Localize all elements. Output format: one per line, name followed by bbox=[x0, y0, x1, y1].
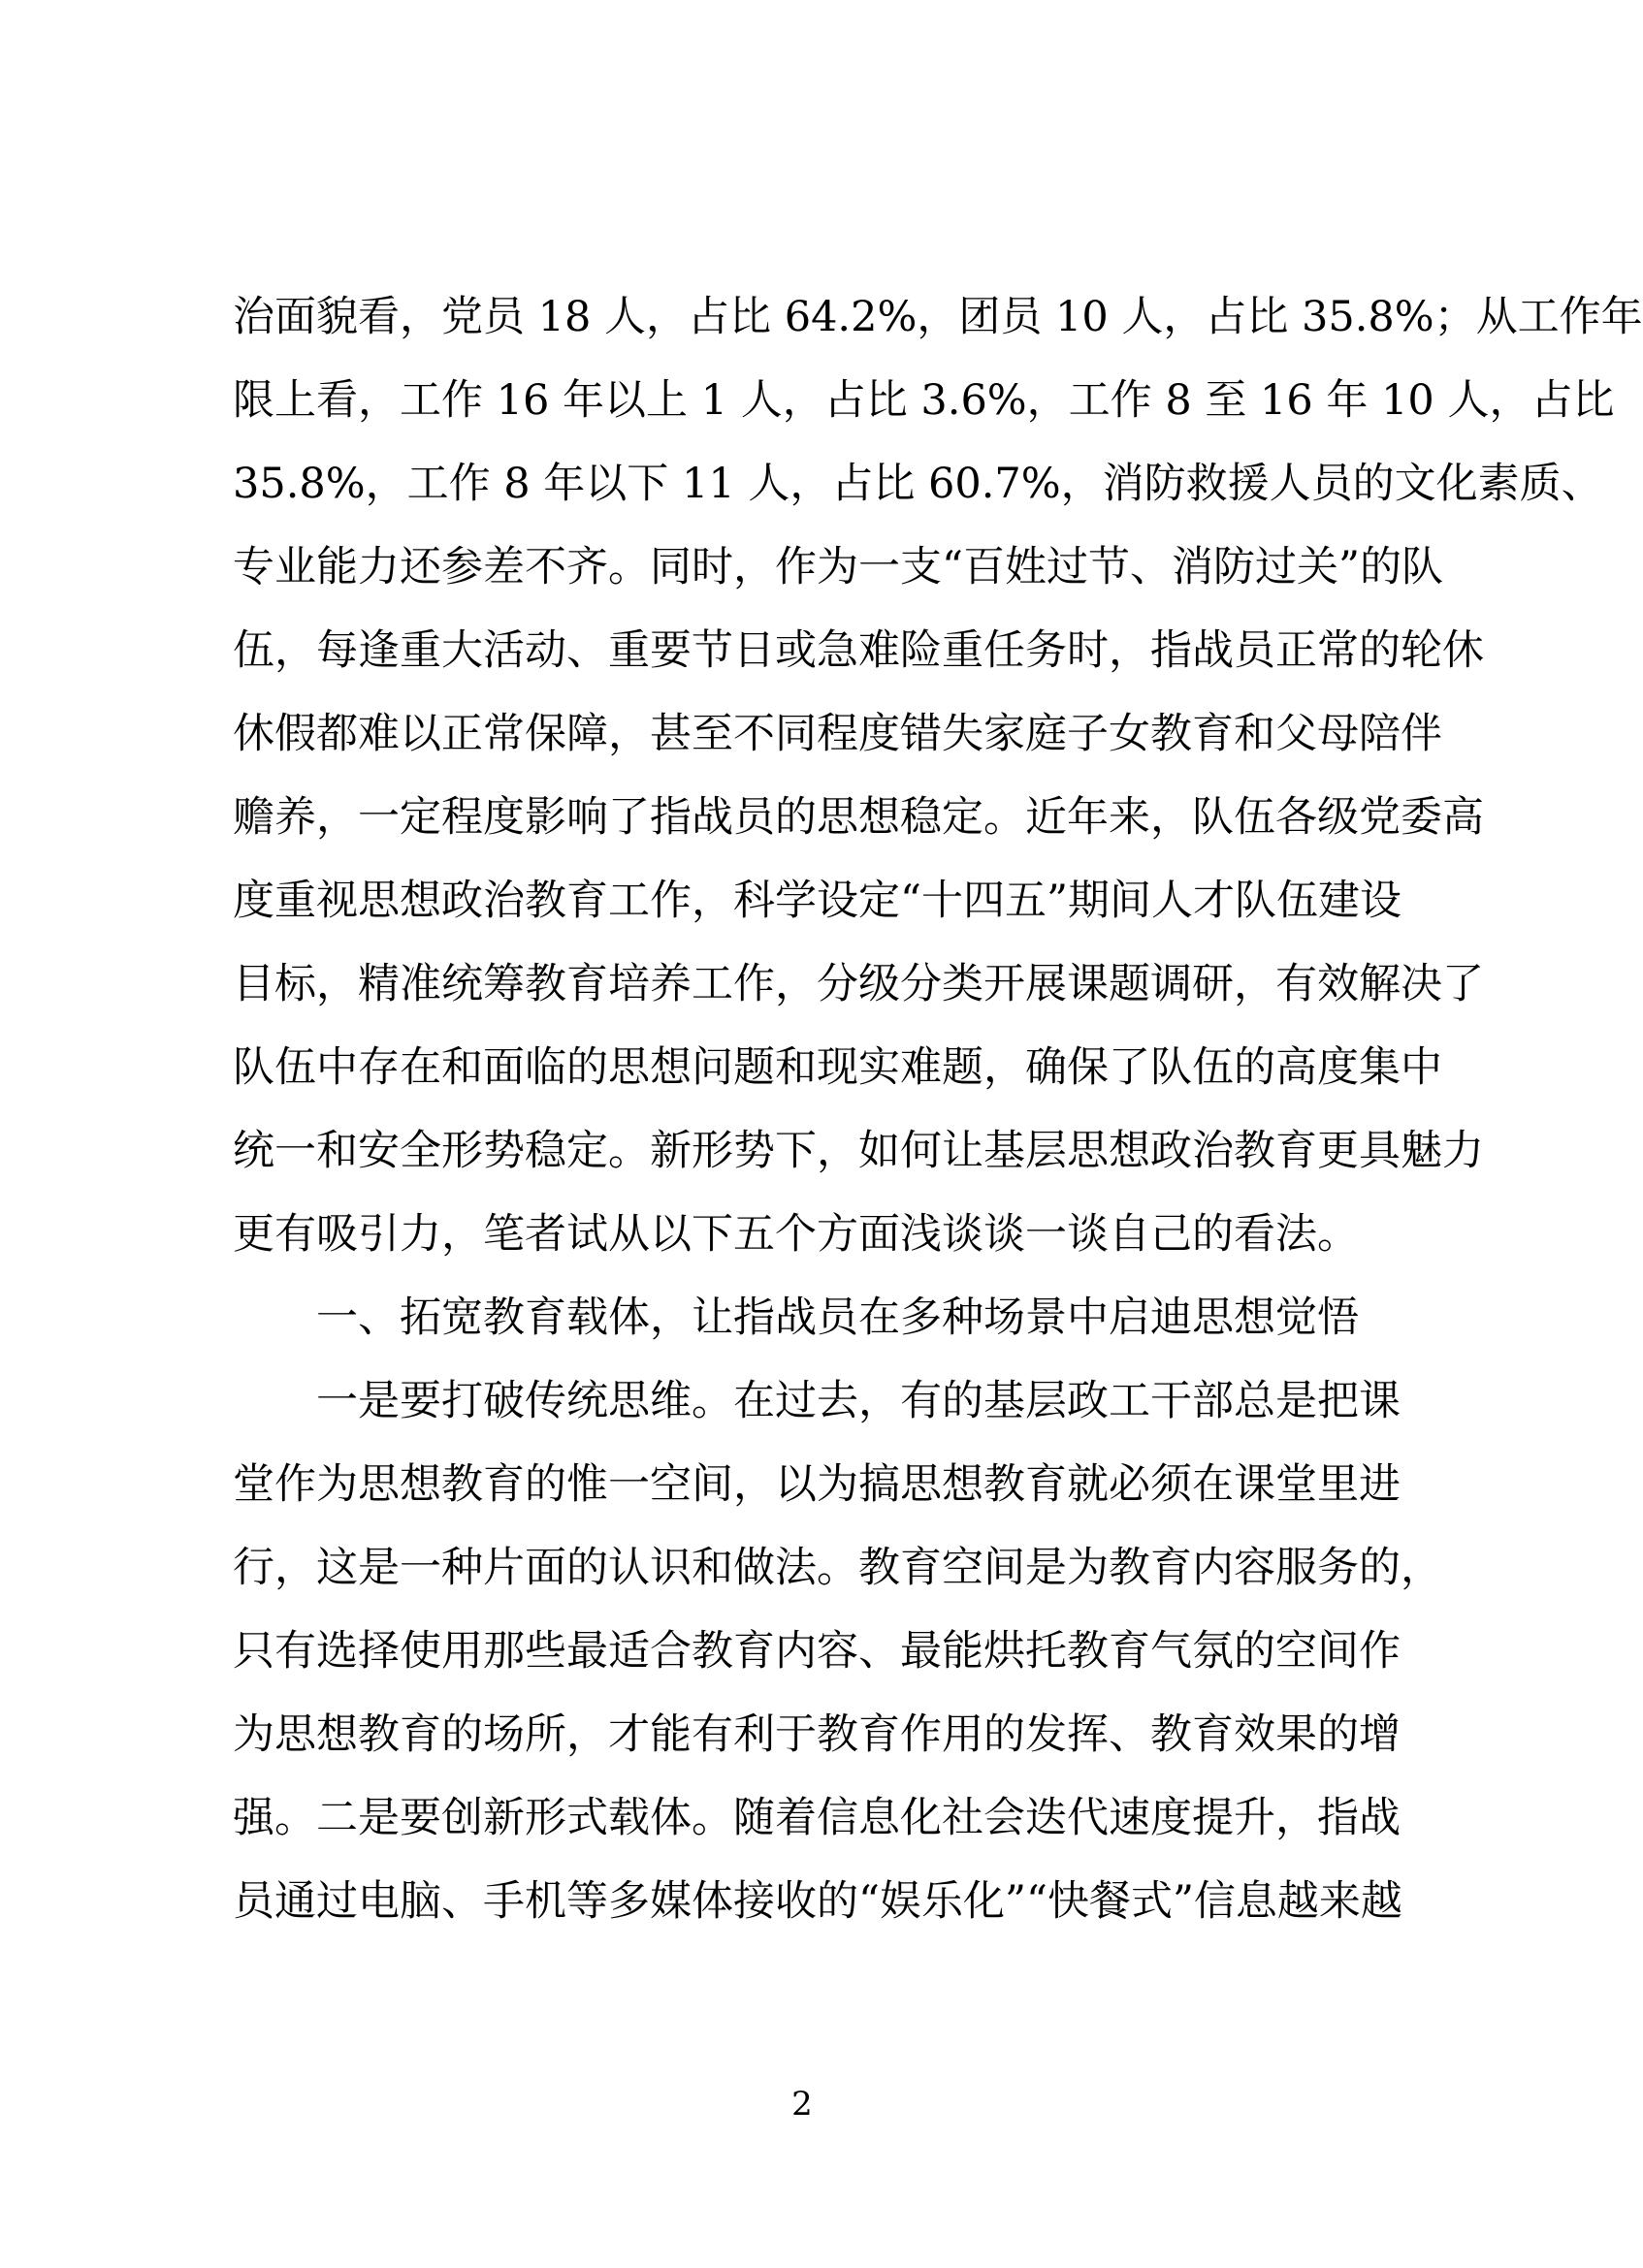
paragraph-line: 治面貌看，党员 18 人，占比 64.2%，团员 10 人，占比 35.8%；从工作年 bbox=[233, 293, 1643, 341]
paragraph-line: 行，这是一种片面的认识和做法。教育空间是为教育内容服务的， bbox=[233, 1544, 1442, 1592]
paragraph-line: 员通过电脑、手机等多媒体接收的“娱乐化”“快餐式”信息越来越 bbox=[233, 1877, 1402, 1926]
section-heading: 一、拓宽教育载体，让指战员在多种场景中启迪思想觉悟 bbox=[316, 1294, 1359, 1342]
paragraph-line: 35.8%，工作 8 年以下 11 人，占比 60.7%，消防救援人员的文化素质、 bbox=[233, 460, 1603, 508]
paragraph-line: 一是要打破传统思维。在过去，有的基层政工干部总是把课 bbox=[316, 1377, 1401, 1425]
paragraph-line: 伍，每逢重大活动、重要节日或急难险重任务时，指战员正常的轮休 bbox=[233, 626, 1484, 675]
body-text bbox=[233, 275, 1643, 1943]
paragraph-line: 为思想教育的场所，才能有利于教育作用的发挥、教育效果的增 bbox=[233, 1710, 1401, 1759]
paragraph-line: 赡养，一定程度影响了指战员的思想稳定。近年来，队伍各级党委高 bbox=[233, 793, 1484, 842]
paragraph-line: 堂作为思想教育的惟一空间，以为搞思想教育就必须在课堂里进 bbox=[233, 1460, 1401, 1509]
paragraph-line: 专业能力还参差不齐。同时，作为一支“百姓过节、消防过关”的队 bbox=[233, 543, 1443, 591]
paragraph-line: 只有选择使用那些最适合教育内容、最能烘托教育气氛的空间作 bbox=[233, 1627, 1401, 1676]
paragraph-line: 目标，精准统筹教育培养工作，分级分类开展课题调研，有效解决了 bbox=[233, 960, 1484, 1008]
paragraph-line: 休假都难以正常保障，甚至不同程度错失家庭子女教育和父母陪伴 bbox=[233, 710, 1442, 758]
page-number: 2 bbox=[791, 2085, 813, 2124]
paragraph-line: 统一和安全形势稳定。新形势下，如何让基层思想政治教育更具魅力 bbox=[233, 1127, 1484, 1175]
paragraph-line: 更有吸引力，笔者试从以下五个方面浅谈谈一谈自己的看法。 bbox=[233, 1210, 1359, 1259]
paragraph-line: 度重视思想政治教育工作，科学设定“十四五”期间人才队伍建设 bbox=[233, 877, 1401, 925]
paragraph-line: 限上看，工作 16 年以上 1 人，占比 3.6%，工作 8 至 16 年 10 人，占比 bbox=[233, 376, 1615, 425]
paragraph-line: 强。二是要创新形式载体。随着信息化社会迭代速度提升，指战 bbox=[233, 1794, 1401, 1842]
paragraph-line: 队伍中存在和面临的思想问题和现实难题，确保了队伍的高度集中 bbox=[233, 1043, 1442, 1092]
